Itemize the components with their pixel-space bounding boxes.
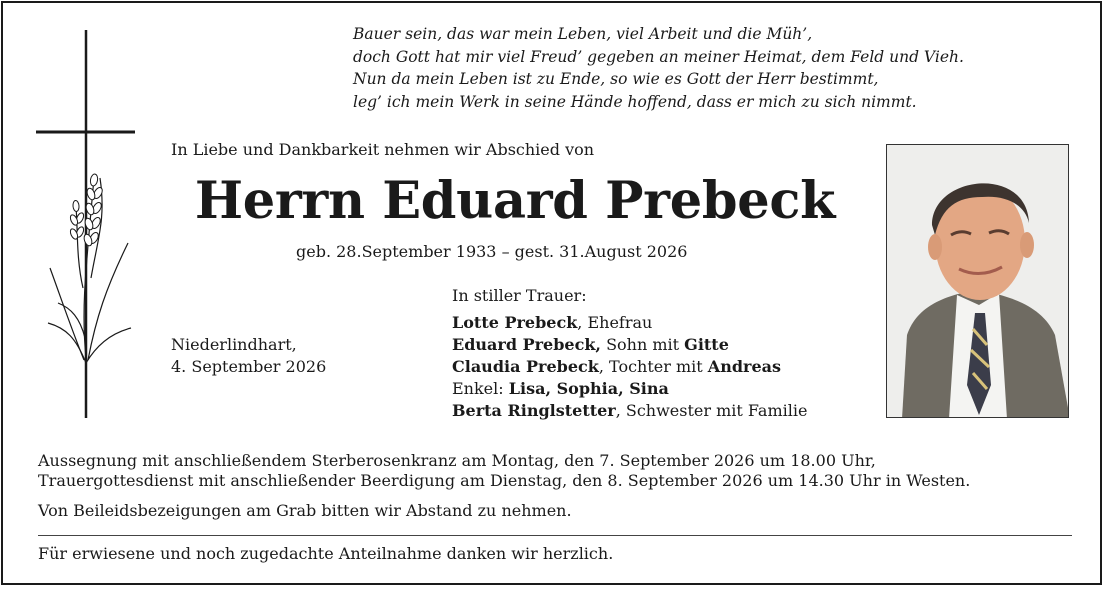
thanks-text: Für erwiesene und noch zugedachte Anteilnahme danken wir herzlich. bbox=[38, 544, 614, 563]
mourner-line: Berta Ringlstetter, Schwester mit Familie bbox=[452, 401, 808, 420]
mourners-heading: In stiller Trauer: bbox=[452, 286, 587, 305]
condolence-note: Von Beileidsbezeigungen am Grab bitten wir Abstand zu nehmen. bbox=[38, 501, 572, 520]
mourner-line: Eduard Prebeck, Sohn mit Gitte bbox=[452, 335, 729, 354]
portrait-photo bbox=[886, 144, 1069, 418]
service-line: Aussegnung mit anschließendem Sterberosenkranz am Montag, den 7. September 2026 um 18.00 Uhr, bbox=[38, 451, 876, 470]
mourner-line: Claudia Prebeck, Tochter mit Andreas bbox=[452, 357, 782, 376]
poem-line: doch Gott hat mir viel Freud’ gegeben an meiner Heimat, dem Feld und Vieh. bbox=[353, 47, 964, 66]
poem-line: Bauer sein, das war mein Leben, viel Arbeit und die Müh’, bbox=[353, 25, 813, 43]
poem bbox=[353, 23, 964, 113]
mourner-line: Lotte Prebeck, Ehefrau bbox=[452, 313, 653, 332]
mourners-list bbox=[452, 285, 807, 422]
deceased-name: Herrn Eduard Prebeck bbox=[194, 171, 836, 231]
intro-text: In Liebe und Dankbarkeit nehmen wir Abschied von bbox=[171, 140, 595, 159]
poem-line: Nun da mein Leben ist zu Ende, so wie es Gott der Herr bestimmt, bbox=[353, 70, 879, 89]
place-and-date bbox=[171, 334, 326, 378]
poem-line: leg’ ich mein Werk in seine Hände hoffend, dass er mich zu sich nimmt. bbox=[353, 92, 917, 111]
notice-date: 4. September 2026 bbox=[171, 357, 327, 376]
life-dates: geb. 28.September 1933 – gest. 31.August 2026 bbox=[296, 242, 688, 261]
town: Niederlindhart, bbox=[171, 335, 297, 354]
service-info bbox=[38, 451, 970, 491]
mourner-line: Enkel: Lisa, Sophia, Sina bbox=[452, 379, 669, 398]
divider bbox=[38, 535, 1072, 536]
service-line: Trauergottesdienst mit anschließender Beerdigung am Dienstag, den 8. September 2026 um 14.30 Uhr in Westen. bbox=[38, 471, 971, 490]
